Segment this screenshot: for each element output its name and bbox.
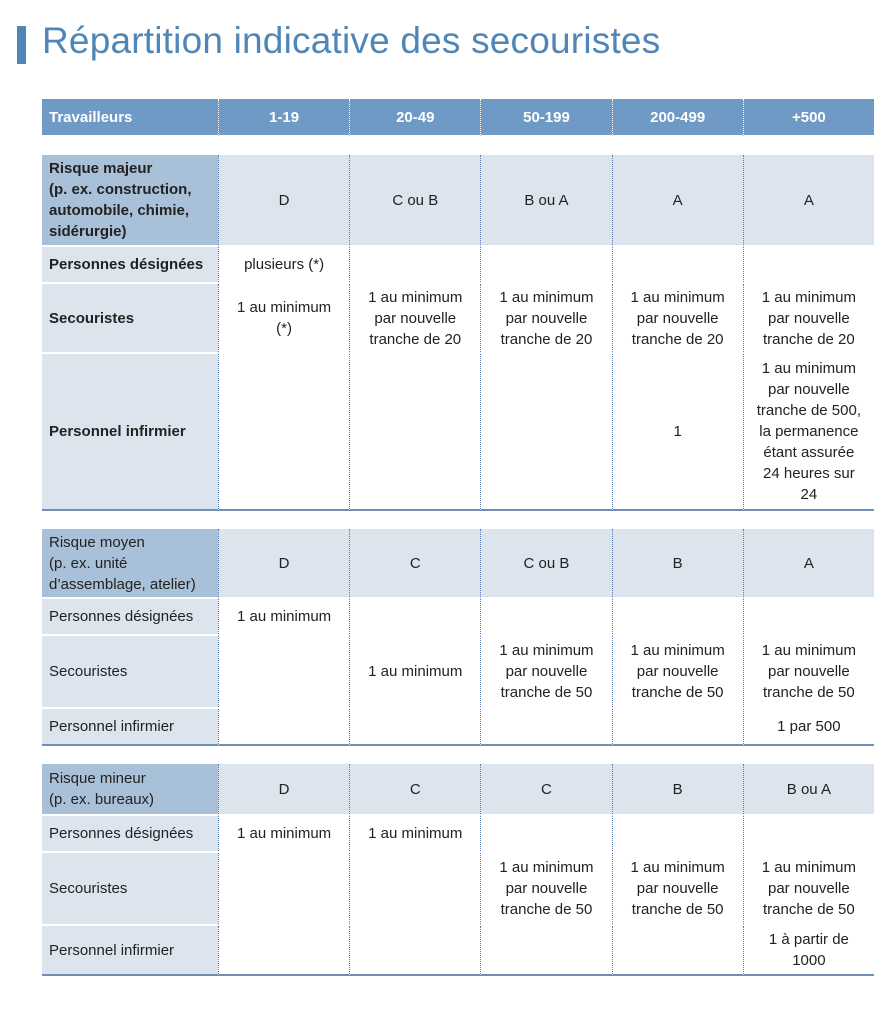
table-cell: 1 au minimum — [349, 816, 480, 853]
risk-label: Risque majeur (p. ex. construction, automobile, chimie, sidérurgie) — [42, 155, 218, 247]
row-label: Personnes désignées — [42, 599, 218, 636]
table-cell — [480, 354, 611, 511]
table-row — [42, 599, 874, 636]
risk-category-cell: C — [349, 764, 480, 816]
row-label: Personnel infirmier — [42, 926, 218, 976]
table-cell — [612, 926, 743, 976]
table-cell: 1 au minimum par nouvelle tranche de 50 — [743, 853, 874, 926]
table-cell — [218, 709, 349, 746]
table-cell — [612, 816, 743, 853]
row-label: Personnel infirmier — [42, 709, 218, 746]
table-cell: 1 au minimum par nouvelle tranche de 50 — [480, 853, 611, 926]
table-row — [42, 709, 874, 746]
risk-category-cell: C — [349, 529, 480, 599]
row-label: Personnel infirmier — [42, 354, 218, 511]
table-cell — [218, 926, 349, 976]
spacer-cell — [42, 137, 874, 155]
table-cell: 1 au minimum par nouvelle tranche de 20 — [612, 284, 743, 354]
risk-category-cell: B ou A — [480, 155, 611, 247]
risk-level-row — [42, 764, 874, 816]
table-cell — [480, 247, 611, 284]
table-cell — [480, 599, 611, 636]
table-row — [42, 247, 874, 284]
section-spacer — [42, 511, 874, 529]
risk-category-cell: A — [743, 529, 874, 599]
table-cell — [349, 599, 480, 636]
risk-category-cell: D — [218, 529, 349, 599]
table-cell: 1 au minimum par nouvelle tranche de 50 — [612, 853, 743, 926]
header-row — [42, 99, 874, 137]
title-accent-bar — [17, 26, 26, 64]
table-cell: 1 au minimum — [218, 599, 349, 636]
row-label: Secouristes — [42, 284, 218, 354]
risk-category-cell: B ou A — [743, 764, 874, 816]
table-row — [42, 926, 874, 976]
risk-level-row — [42, 155, 874, 247]
table-cell: 1 au minimum par nouvelle tranche de 20 — [480, 284, 611, 354]
risk-level-row — [42, 529, 874, 599]
table-cell: 1 — [612, 354, 743, 511]
risk-category-cell: A — [612, 155, 743, 247]
table-cell — [218, 636, 349, 709]
risk-label: Risque moyen (p. ex. unité d’assemblage, atelier) — [42, 529, 218, 599]
table-cell: 1 au minimum par nouvelle tranche de 50 — [743, 636, 874, 709]
table-cell — [349, 853, 480, 926]
page-title: Répartition indicative des secouristes — [42, 20, 661, 61]
risk-category-cell: C ou B — [349, 155, 480, 247]
table-cell: 1 par 500 — [743, 709, 874, 746]
table-cell: 1 à partir de 1000 — [743, 926, 874, 976]
table-cell: 1 au minimum par nouvelle tranche de 20 — [349, 284, 480, 354]
table-cell: 1 au minimum par nouvelle tranche de 50 — [480, 636, 611, 709]
first-aid-table — [42, 99, 874, 976]
header-cell: 50-199 — [480, 99, 611, 137]
spacer-cell — [42, 746, 874, 764]
table-cell: 1 au minimum — [349, 636, 480, 709]
spacer-cell — [42, 511, 874, 529]
table-cell: 1 au minimum par nouvelle tranche de 500, la permanence étant assurée 24 heures sur 24 — [743, 354, 874, 511]
table-cell — [480, 816, 611, 853]
table-cell — [743, 247, 874, 284]
risk-category-cell: D — [218, 155, 349, 247]
table-cell — [218, 853, 349, 926]
table-cell — [743, 599, 874, 636]
table-row — [42, 636, 874, 709]
risk-category-cell: A — [743, 155, 874, 247]
risk-category-cell: B — [612, 529, 743, 599]
risk-category-cell: C ou B — [480, 529, 611, 599]
table-row — [42, 284, 874, 354]
table-cell — [349, 709, 480, 746]
table-cell: 1 au minimum par nouvelle tranche de 20 — [743, 284, 874, 354]
risk-category-cell: C — [480, 764, 611, 816]
table-cell — [349, 354, 480, 511]
header-cell: 20-49 — [349, 99, 480, 137]
risk-label: Risque mineur (p. ex. bureaux) — [42, 764, 218, 816]
table-row — [42, 853, 874, 926]
table-body — [42, 137, 874, 976]
table-row — [42, 816, 874, 853]
row-label: Secouristes — [42, 853, 218, 926]
table-cell — [480, 926, 611, 976]
table-cell — [480, 709, 611, 746]
table-cell — [612, 709, 743, 746]
table-cell — [612, 247, 743, 284]
table-cell: plusieurs (*) — [218, 247, 349, 284]
section-spacer — [42, 746, 874, 764]
table-row — [42, 354, 874, 511]
header-cell: Travailleurs — [42, 99, 218, 137]
header-cell: 1-19 — [218, 99, 349, 137]
row-label: Secouristes — [42, 636, 218, 709]
table-cell: 1 au minimum — [218, 816, 349, 853]
table-cell — [349, 926, 480, 976]
row-label: Personnes désignées — [42, 247, 218, 284]
risk-category-cell: B — [612, 764, 743, 816]
table-cell: 1 au minimum (*) — [218, 284, 349, 354]
risk-category-cell: D — [218, 764, 349, 816]
table-cell — [218, 354, 349, 511]
table-cell — [349, 247, 480, 284]
table-cell: 1 au minimum par nouvelle tranche de 50 — [612, 636, 743, 709]
row-label: Personnes désignées — [42, 816, 218, 853]
table-cell — [743, 816, 874, 853]
header-cell: +500 — [743, 99, 874, 137]
table-cell — [612, 599, 743, 636]
header-cell: 200-499 — [612, 99, 743, 137]
section-spacer — [42, 137, 874, 155]
